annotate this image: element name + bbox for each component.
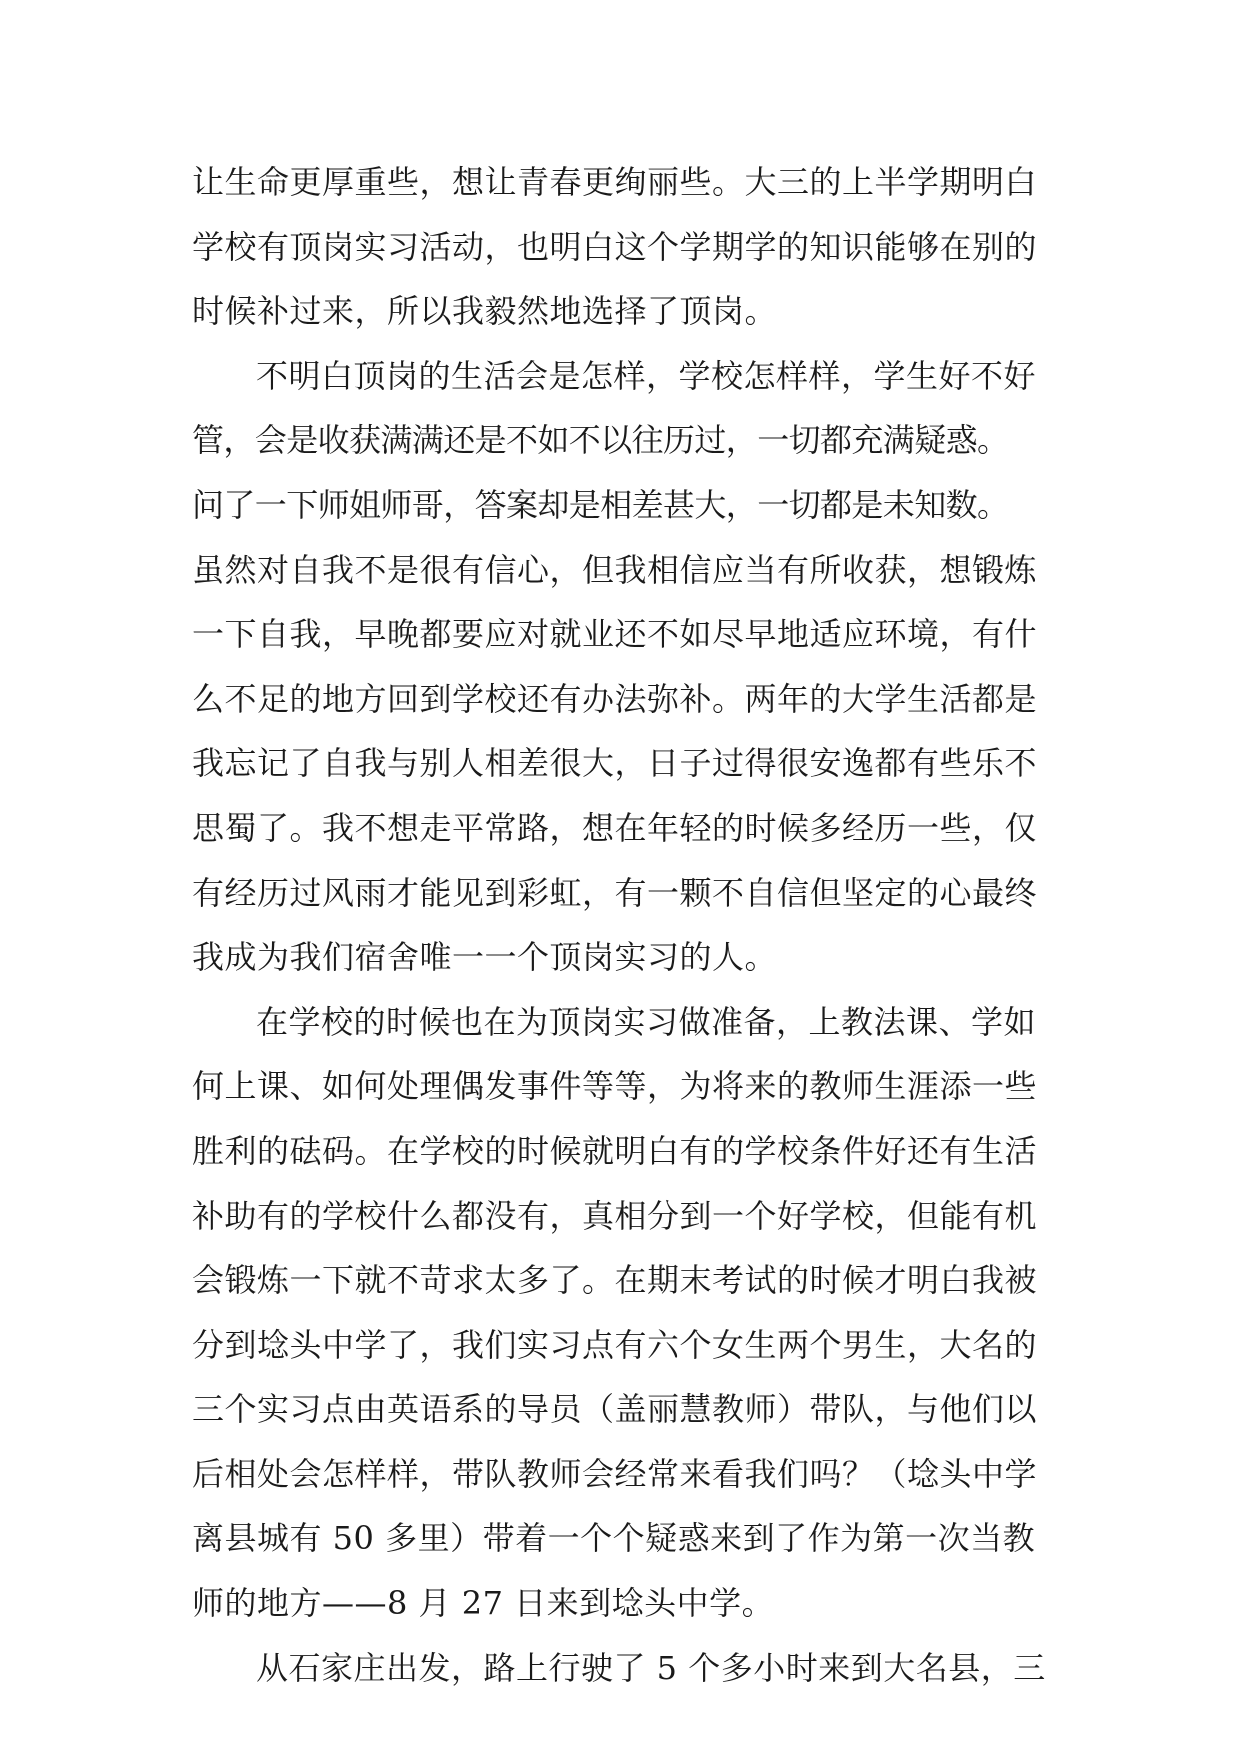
- text-line: 么不足的地方回到学校还有办法弥补。两年的大学生活都是: [192, 679, 1038, 718]
- text-line: 从石家庄出发，路上行驶了 5 个多小时来到大名县，三: [256, 1648, 1046, 1687]
- text-line: 不明白顶岗的生活会是怎样，学校怎样样，学生好不好: [256, 356, 1037, 395]
- text-line: 让生命更厚重些，想让青春更绚丽些。大三的上半学期明白: [192, 163, 1038, 201]
- text-line: 我成为我们宿舍唯一一个顶岗实习的人。: [192, 938, 778, 977]
- text-line: 离县城有 50 多里）带着一个个疑惑来到了作为第一次当教: [192, 1519, 1036, 1558]
- text-line: 三个实习点由英语系的导员（盖丽慧教师）带队，与他们以: [192, 1390, 1038, 1429]
- text-line: 胜利的砝码。在学校的时候就明白有的学校条件好还有生活: [192, 1131, 1038, 1170]
- text-line: 一下自我，早晚都要应对就业还不如尽早地适应环境，有什: [192, 615, 1038, 654]
- text-line: 后相处会怎样样，带队教师会经常来看我们吗？（埝头中学: [192, 1454, 1038, 1493]
- text-line: 有经历过风雨才能见到彩虹，有一颗不自信但坚定的心最终: [192, 873, 1038, 912]
- text-line: 师的地方——8 月 27 日来到埝头中学。: [192, 1584, 775, 1623]
- text-line: 管，会是收获满满还是不如不以往历过，一切都充满疑惑。: [192, 421, 1009, 460]
- text-line: 问了一下师姐师哥，答案却是相差甚大，一切都是未知数。: [192, 485, 1009, 524]
- text-line: 何上课、如何处理偶发事件等等，为将来的教师生涯添一些: [192, 1067, 1038, 1106]
- text-line: 在学校的时候也在为顶岗实习做准备，上教法课、学如: [256, 1002, 1037, 1041]
- text-line: 虽然对自我不是很有信心，但我相信应当有所收获，想锻炼: [192, 550, 1038, 589]
- text-line: 分到埝头中学了，我们实习点有六个女生两个男生，大名的: [192, 1325, 1038, 1364]
- text-line: 时候补过来，所以我毅然地选择了顶岗。: [192, 292, 778, 331]
- text-line: 思蜀了。我不想走平常路，想在年轻的时候多经历一些，仅: [192, 808, 1038, 847]
- text-line: 学校有顶岗实习活动，也明白这个学期学的知识能够在别的: [192, 227, 1038, 266]
- text-line: 补助有的学校什么都没有，真相分到一个好学校，但能有机: [192, 1196, 1038, 1235]
- text-line: 会锻炼一下就不苛求太多了。在期末考试的时候才明白我被: [192, 1261, 1038, 1300]
- body-text: [192, 150, 1052, 1700]
- text-line: 我忘记了自我与别人相差很大，日子过得很安逸都有些乐不: [192, 744, 1038, 783]
